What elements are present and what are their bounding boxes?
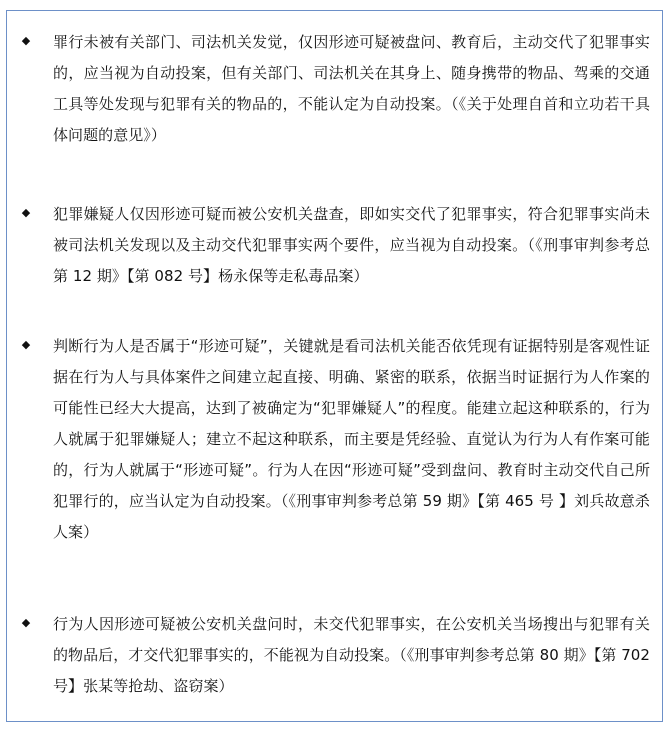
diamond-bullet-icon: ◆	[21, 338, 31, 351]
list-item-text: 判断行为人是否属于“形迹可疑”，关键就是看司法机关能否依凭现有证据特别是客观性证据在行为人与具体案件之间建立起直接、明确、紧密的联系，依据当时证据行为人作案的可能性已经大大提高，达到了被确定为“犯罪嫌疑人”的程度。能建立起这种联系的，行为人就属于犯罪嫌疑人；建立不起这种联系，而主要是凭经验、直觉认为行为人有作案可能的，行为人就属于“形迹可疑”。行为人在因“形迹可疑”受到盘问、教育时主动交代自己所犯罪行的，应当认定为自动投案。（《刑事审判参考总第 59 期》【第 465 号 】刘兵故意杀人案）	[53, 337, 650, 541]
list-item-text: 罪行未被有关部门、司法机关发觉，仅因形迹可疑被盘问、教育后，主动交代了犯罪事实的，应当视为自动投案，但有关部门、司法机关在其身上、随身携带的物品、驾乘的交通工具等处发现与犯罪有关的物品的，不能认定为自动投案。（《关于处理自首和立功若干具体问题的意见》）	[53, 33, 650, 144]
list-item-text: 犯罪嫌疑人仅因形迹可疑而被公安机关盘查，即如实交代了犯罪事实，符合犯罪事实尚未被司法机关发现以及主动交代犯罪事实两个要件，应当视为自动投案。（《刑事审判参考总第 12 期》【第 082 号】杨永保等走私毒品案）	[53, 205, 650, 285]
diamond-bullet-icon: ◆	[21, 616, 31, 629]
content-box	[6, 10, 663, 722]
diamond-bullet-icon: ◆	[21, 206, 31, 219]
list-item-text: 行为人因形迹可疑被公安机关盘问时，未交代犯罪事实，在公安机关当场搜出与犯罪有关的物品后，才交代犯罪事实的，不能视为自动投案。（《刑事审判参考总第 80 期》【第 702 号】张某等抢劫、盗窃案）	[53, 615, 650, 695]
diamond-bullet-icon: ◆	[21, 34, 31, 47]
